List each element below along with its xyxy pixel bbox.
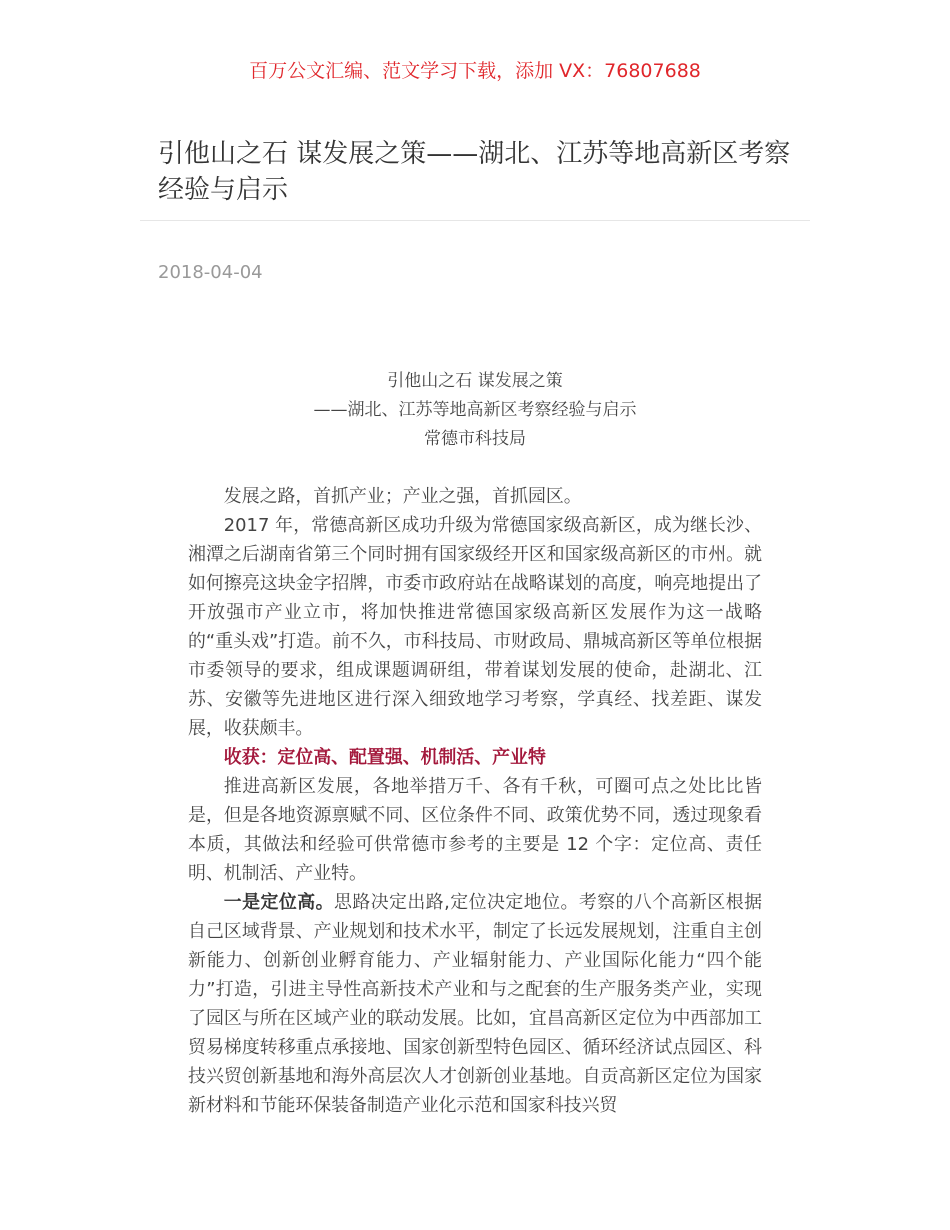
article-heading-block — [0, 367, 950, 454]
paragraph — [188, 888, 762, 1120]
paragraph-lead: 一是定位高。 — [223, 892, 334, 913]
paragraph: 2017 年，常德高新区成功升级为常德国家级高新区，成为继长沙、湘潭之后湖南省第三个同时拥有国家级经开区和国家级高新区的市州。就如何擦亮这块金字招牌，市委市政府站在战略谋划的高度，响亮地提出了开放强市产业立市，将加快推进常德国家级高新区发展作为这一战略的“重头戏”打造。前不久，市科技局、市财政局、鼎城高新区等单位根据市委领导的要求，组成课题调研组，带着谋划发展的使命，赴湖北、江苏、安徽等先进地区进行深入细致地学习考察，学真经、找差距、谋发展，收获颇丰。 — [188, 515, 762, 739]
paragraph: 发展之路，首抓产业；产业之强，首抓园区。 — [223, 486, 582, 507]
article-body — [188, 482, 762, 1120]
paragraph-text: 思路决定出路,定位决定地位。考察的八个高新区根据自己区域背景、产业规划和技术水平，制定了长远发展规划，注重自主创新能力、创新创业孵育能力、产业辐射能力、产业国际化能力“四个能力”打造，引进主导性高新技术产业和与之配套的生产服务类产业，实现了园区与所在区域产业的联动发展。比如，宜昌高新区定位为中西部加工贸易梯度转移重点承接地、国家创新型特色园区、循环经济试点园区、科技兴贸创新基地和海外高层次人才创新创业基地。自贡高新区定位为国家新材料和节能环保装备制造产业化示范和国家科技兴贸 — [188, 892, 762, 1116]
title-divider — [140, 220, 810, 221]
section-heading: 收获：定位高、配置强、机制活、产业特 — [223, 747, 546, 768]
author: 常德市科技局 — [424, 429, 526, 449]
heading-line-1: 引他山之石 谋发展之策 — [387, 371, 563, 391]
article-title: 引他山之石 谋发展之策——湖北、江苏等地高新区考察经验与启示 — [158, 139, 791, 205]
promo-banner: 百万公文汇编、范文学习下载，添加 VX：76807688 — [249, 60, 701, 82]
paragraph: 推进高新区发展，各地举措万千、各有千秋，可圈可点之处比比皆是，但是各地资源禀赋不同、区位条件不同、政策优势不同，透过现象看本质，其做法和经验可供常德市参考的主要是 12 个字：定位高、责任明、机制活、产业特。 — [188, 776, 762, 884]
publish-date: 2018-04-04 — [158, 262, 263, 283]
heading-line-2: ——湖北、江苏等地高新区考察经验与启示 — [313, 400, 637, 420]
